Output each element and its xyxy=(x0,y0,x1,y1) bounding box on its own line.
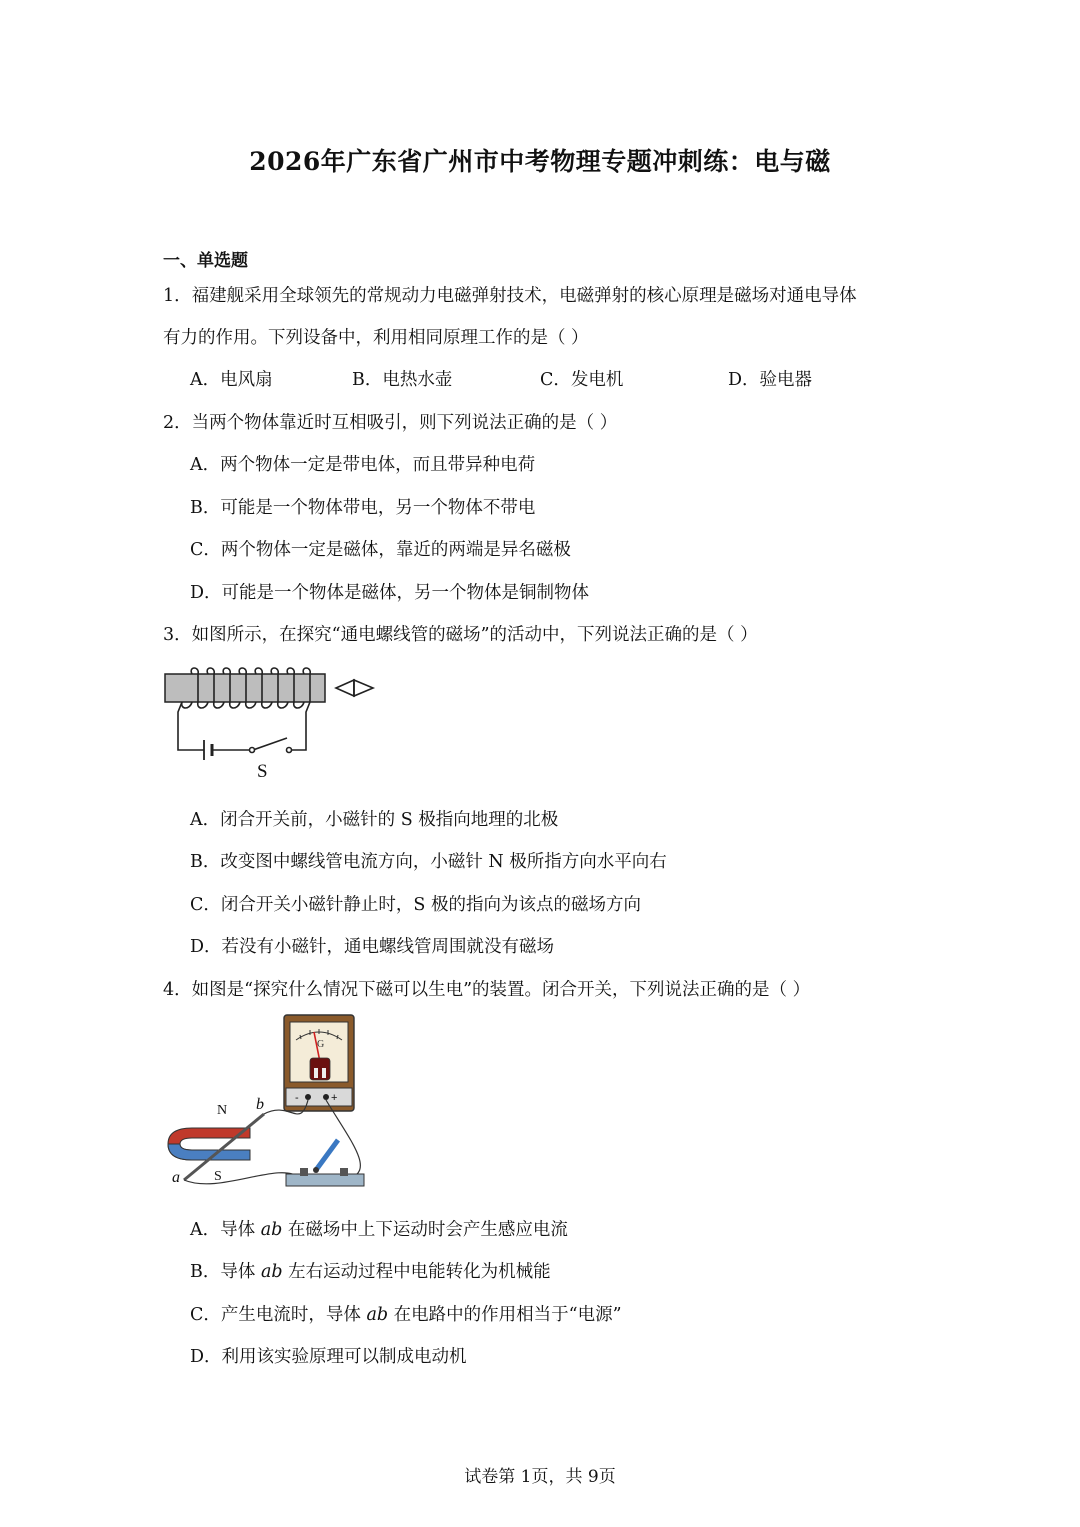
page-footer: 试卷第 1页，共 9页 xyxy=(464,1467,616,1487)
conductor-a-label: a xyxy=(172,1169,180,1186)
galvanometer-g-label: G xyxy=(317,1039,325,1050)
q3-option-d[interactable]: D．若没有小磁针，通电螺线管周围就没有磁场 xyxy=(190,937,555,957)
q1-option-d[interactable]: D．验电器 xyxy=(728,370,813,390)
terminal-minus-label: - xyxy=(295,1092,299,1104)
q2-option-b[interactable]: B．可能是一个物体带电，另一个物体不带电 xyxy=(190,498,536,518)
solenoid-core xyxy=(165,674,325,702)
q4-option-a[interactable] xyxy=(190,1216,568,1241)
terminal-plus-label: + xyxy=(331,1092,338,1104)
knife-switch-icon xyxy=(286,1140,364,1186)
conductor-ab xyxy=(184,1114,264,1180)
q1-option-a[interactable]: A．电风扇 xyxy=(190,370,273,390)
battery-icon xyxy=(204,740,212,760)
section-heading: 一、单选题 xyxy=(163,251,248,271)
q2-option-d[interactable]: D．可能是一个物体是磁体，另一个物体是铜制物体 xyxy=(190,583,590,603)
q4-option-c[interactable] xyxy=(190,1301,622,1326)
q2-stem: 2．当两个物体靠近时互相吸引，则下列说法正确的是（ ） xyxy=(163,413,618,433)
q2-option-a[interactable]: A．两个物体一定是带电体，而且带异种电荷 xyxy=(190,455,536,475)
q1-options xyxy=(190,366,950,392)
q4-option-a-var: ab xyxy=(260,1220,283,1240)
q1-option-c[interactable]: C．发电机 xyxy=(540,370,624,390)
q3-option-c[interactable]: C．闭合开关小磁针静止时，S 极的指向为该点的磁场方向 xyxy=(190,895,641,915)
induction-apparatus-figure xyxy=(160,1010,400,1195)
compass-needle-icon xyxy=(336,680,373,696)
q1-stem-line2: 有力的作用。下列设备中，利用相同原理工作的是（ ） xyxy=(163,328,589,348)
q2-option-c[interactable]: C．两个物体一定是磁体，靠近的两端是异名磁极 xyxy=(190,540,571,560)
circuit-wire xyxy=(178,702,310,750)
q4-option-d[interactable]: D．利用该实验原理可以制成电动机 xyxy=(190,1347,467,1367)
switch-icon xyxy=(250,738,292,753)
q4-option-b[interactable] xyxy=(190,1258,551,1283)
magnet-s-label: S xyxy=(214,1169,222,1184)
q4-option-a-prefix: A．导体 xyxy=(190,1220,261,1240)
switch-label: S xyxy=(257,761,268,782)
q4-option-a-text: 在磁场中上下运动时会产生感应电流 xyxy=(282,1220,568,1240)
magnet-n-label: N xyxy=(217,1103,228,1118)
q4-option-c-text: 在电路中的作用相当于“电源” xyxy=(388,1305,622,1325)
q4-option-c-var: ab xyxy=(366,1305,389,1325)
q3-option-a[interactable]: A．闭合开关前，小磁针的 S 极指向地理的北极 xyxy=(190,810,559,830)
q4-stem: 4．如图是“探究什么情况下磁可以生电”的装置。闭合开关，下列说法正确的是（ ） xyxy=(163,980,811,1000)
q1-stem-line1: 1．福建舰采用全球领先的常规动力电磁弹射技术，电磁弹射的核心原理是磁场对通电导体 xyxy=(163,286,857,306)
q4-option-b-prefix: B．导体 xyxy=(190,1262,261,1282)
page-title: 2026年广东省广州市中考物理专题冲刺练：电与磁 xyxy=(249,147,831,176)
solenoid-circuit-figure xyxy=(160,664,390,784)
q1-option-b[interactable]: B．电热水壶 xyxy=(352,370,453,390)
conductor-b-label: b xyxy=(256,1096,264,1113)
q4-option-b-var: ab xyxy=(260,1262,283,1282)
q3-stem: 3．如图所示，在探究“通电螺线管的磁场”的活动中，下列说法正确的是（ ） xyxy=(163,625,758,645)
horseshoe-magnet-icon xyxy=(168,1128,250,1160)
q4-option-b-text: 左右运动过程中电能转化为机械能 xyxy=(282,1262,551,1282)
q3-option-b[interactable]: B．改变图中螺线管电流方向，小磁针 N 极所指方向水平向右 xyxy=(190,852,667,872)
q4-option-c-prefix: C．产生电流时，导体 xyxy=(190,1305,367,1325)
